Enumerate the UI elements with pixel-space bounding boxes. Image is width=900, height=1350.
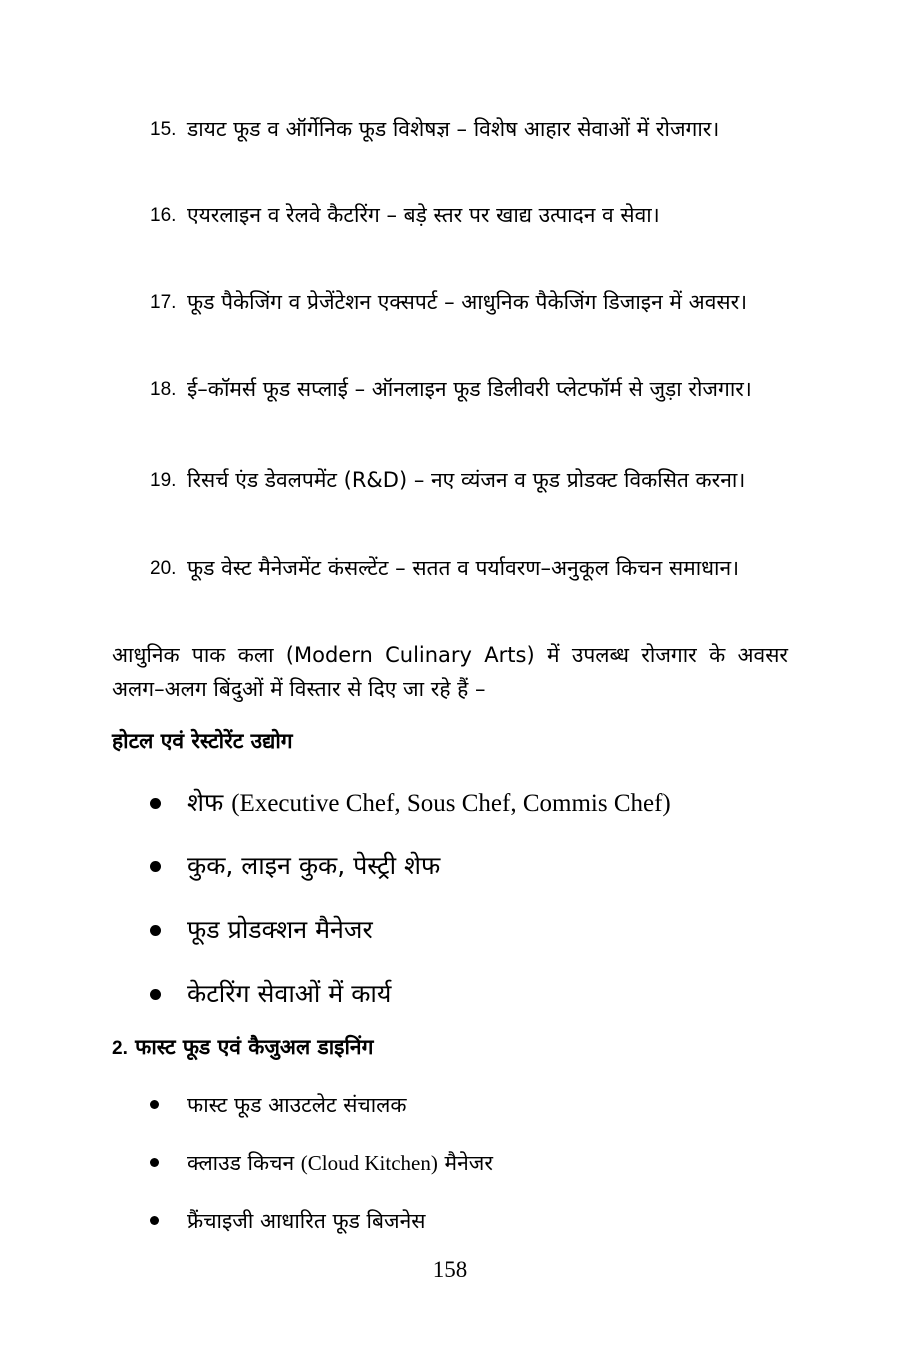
bullet-text — [187, 1148, 493, 1178]
bullet-hindi: शेफ — [187, 788, 224, 817]
item-text: फूड वेस्ट मैनेजमेंट कंसल्टेंट – सतत व पर्यावरण–अनुकूल किचन समाधान। — [187, 556, 740, 580]
list-item — [150, 551, 788, 585]
bullet-icon — [150, 925, 161, 936]
section-heading: होटल एवं रेस्टोरेंट उद्योग — [112, 729, 293, 753]
bullet-text: कुक, लाइन कुक, पेस्ट्री शेफ — [187, 851, 441, 880]
list-item — [150, 112, 788, 146]
section-heading — [112, 1032, 373, 1064]
item-text: रिसर्च एंड डेवलपमेंट (R&D) – नए व्यंजन व फूड प्रोडक्ट विकसित करना। — [187, 468, 746, 492]
page-number: 158 — [432, 1257, 468, 1282]
bullet-icon — [150, 989, 161, 1000]
bullet-hindi: क्लाउड किचन — [187, 1151, 295, 1175]
bullet-text: फास्ट फूड आउटलेट संचालक — [187, 1093, 407, 1117]
bullet-hindi-suffix: मैनेजर — [444, 1151, 493, 1175]
bullet-icon — [150, 1158, 159, 1167]
item-text: फूड पैकेजिंग व प्रेजेंटेशन एक्सपर्ट – आधुनिक पैकेजिंग डिजाइन में अवसर। — [187, 290, 748, 314]
item-number: 18. — [150, 379, 177, 400]
bullet-text: फ्रैंचाइजी आधारित फूड बिजनेस — [187, 1209, 426, 1233]
list-item — [150, 372, 788, 406]
bullet-icon — [150, 1100, 159, 1109]
bullet-text — [187, 786, 671, 821]
item-text: एयरलाइन व रेलवे कैटरिंग – बड़े स्तर पर खाद्य उत्पादन व सेवा। — [187, 203, 660, 227]
list-item — [150, 285, 788, 319]
section-number: 2. — [112, 1038, 128, 1059]
bullet-icon — [150, 861, 161, 872]
bullet-text: फूड प्रोडक्शन मैनेजर — [187, 915, 373, 944]
section-title: फास्ट फूड एवं कैजुअल डाइनिंग — [135, 1035, 374, 1059]
list-item — [150, 198, 788, 232]
item-number: 19. — [150, 470, 177, 491]
bullet-text: केटरिंग सेवाओं में कार्य — [187, 979, 392, 1008]
item-number: 16. — [150, 205, 177, 226]
item-text: डायट फूड व ऑर्गेनिक फूड विशेषज्ञ – विशेष आहार सेवाओं में रोजगार। — [187, 117, 720, 141]
item-number: 15. — [150, 119, 177, 140]
bullet-english: (Cloud Kitchen) — [300, 1151, 438, 1175]
item-number: 17. — [150, 292, 177, 313]
intro-paragraph: आधुनिक पाक कला (Modern Culinary Arts) में उपलब्ध रोजगार के अवसर अलग–अलग बिंदुओं में विस्तार से दिए जा रहे हैं – — [112, 643, 788, 701]
bullet-icon — [150, 798, 161, 809]
bullet-english: (Executive Chef, Sous Chef, Commis Chef) — [231, 790, 671, 817]
bullet-icon — [150, 1216, 159, 1225]
item-number: 20. — [150, 558, 177, 579]
item-text: ई–कॉमर्स फूड सप्लाई – ऑनलाइन फूड डिलीवरी प्लेटफॉर्म से जुड़ा रोजगार। — [187, 377, 752, 401]
list-item — [150, 463, 788, 497]
